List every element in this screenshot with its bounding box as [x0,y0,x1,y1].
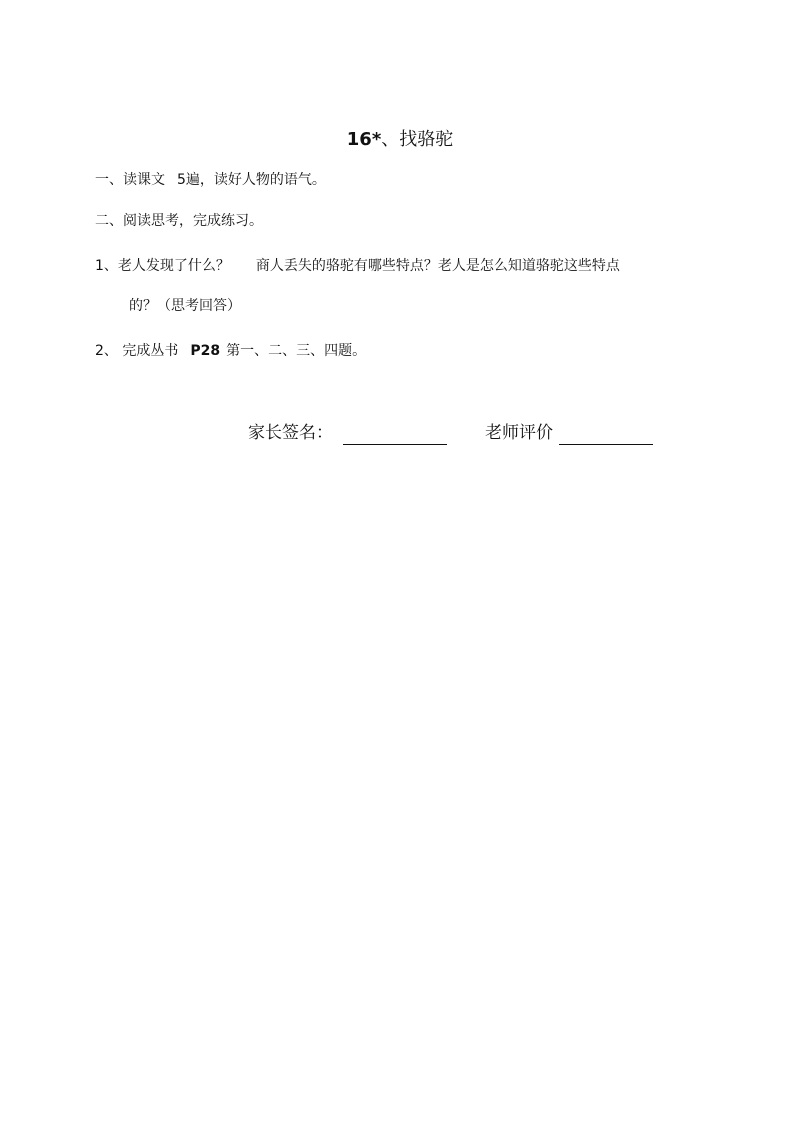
task-read-text: 一、读课文 5遍，读好人物的语气。 [95,172,326,188]
lesson-number: 16* [346,129,382,150]
parent-signature-blank[interactable] [343,424,447,445]
task-reading-thinking: 二、阅读思考，完成练习。 [95,213,263,229]
teacher-evaluation-blank[interactable] [559,424,653,445]
question-1: 1、老人发现了什么？ 商人丢失的骆驼有哪些特点？老人是怎么知道骆驼这些特点 [95,258,620,274]
question-2: 2、 完成丛书 P28 第一、二、三、四题。 [95,343,367,359]
lesson-title: 、找骆驼 [381,129,454,150]
question-1-continued: 的？（思考回答） [129,298,241,314]
teacher-evaluation-label: 老师评价 [485,423,553,443]
parent-signature-label: 家长签名： [248,423,333,443]
page-title [0,128,800,152]
signature-row [248,421,653,445]
